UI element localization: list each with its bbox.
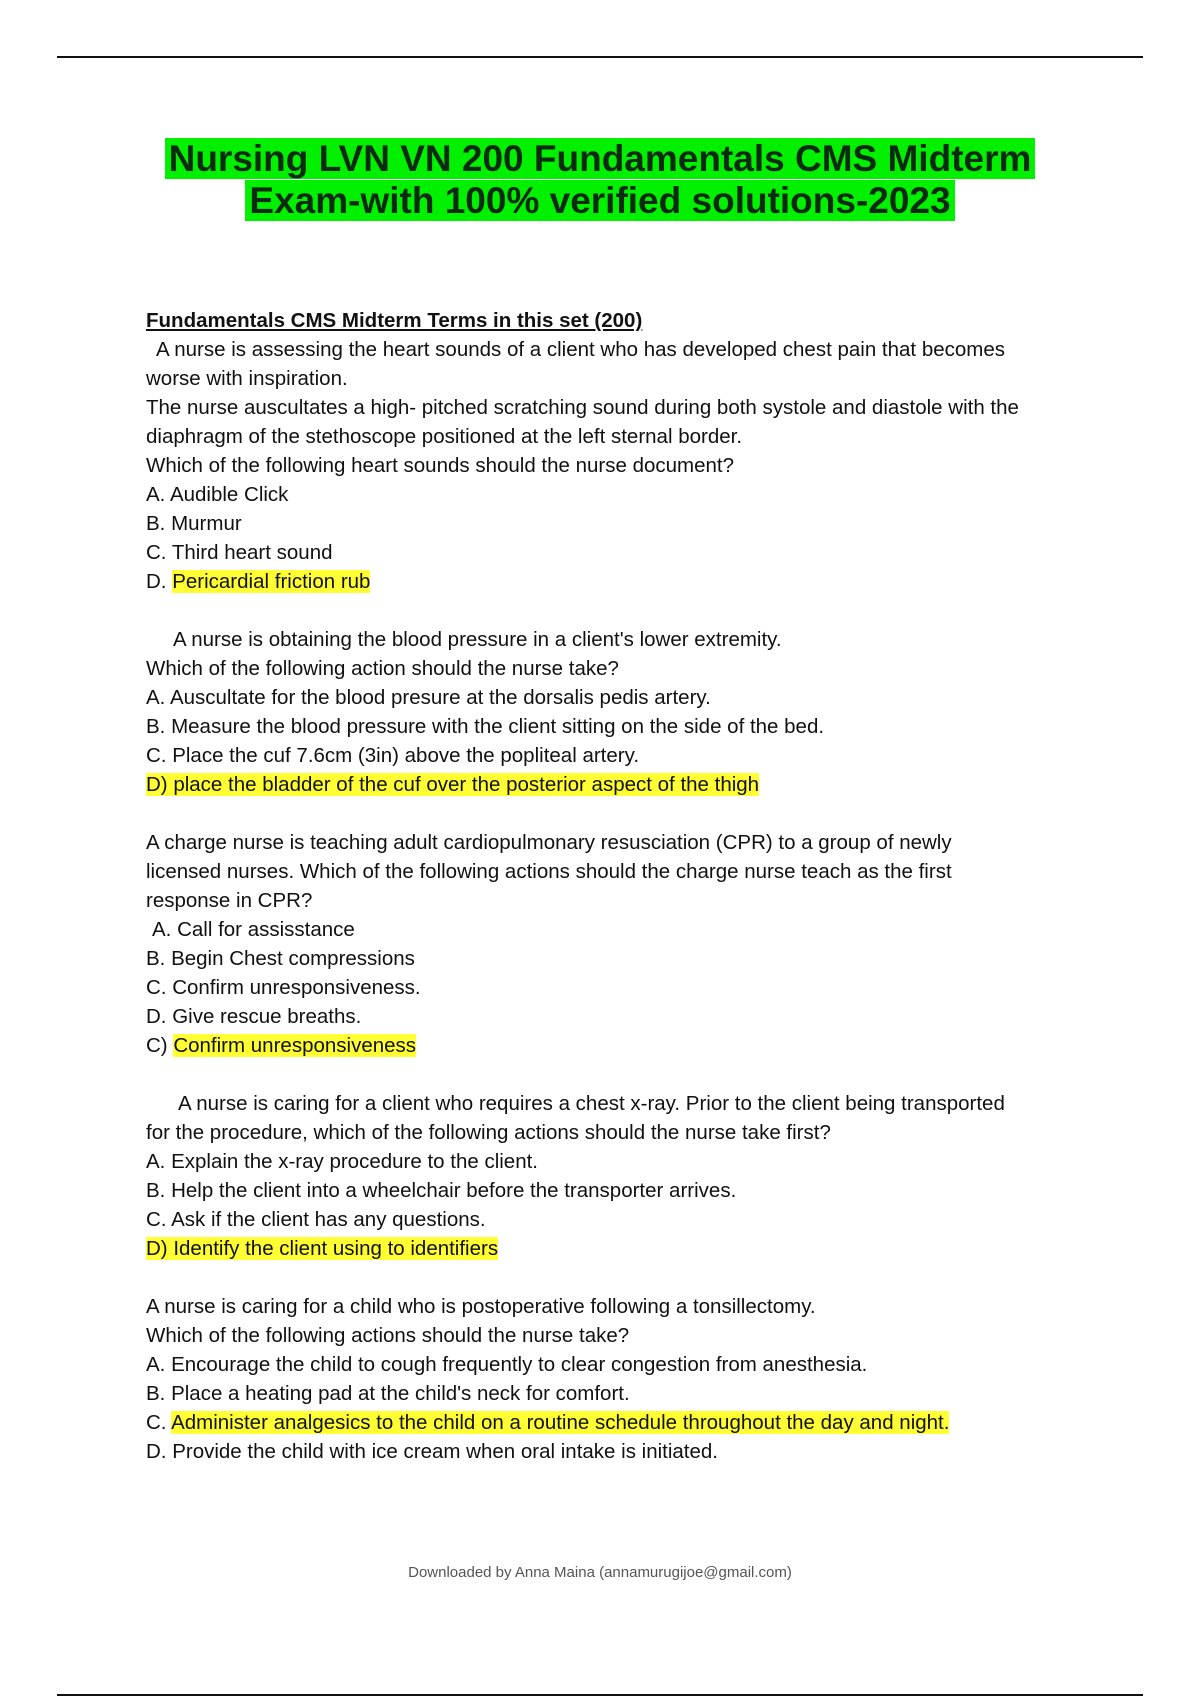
question-stem-line: worse with inspiration. <box>146 367 348 390</box>
answer-option: B. Murmur <box>146 512 242 535</box>
header-rule <box>57 56 1143 58</box>
question-stem-line: A nurse is caring for a child who is postoperative following a tonsillectomy. <box>146 1295 816 1318</box>
answer-option-correct <box>146 1234 1096 1263</box>
question-stem-line: A nurse is obtaining the blood pressure in a client's lower extremity. <box>173 628 782 651</box>
set-heading: Fundamentals CMS Midterm Terms in this set (200) <box>146 309 643 332</box>
answer-option: A. Auscultate for the blood presure at the dorsalis pedis artery. <box>146 686 711 709</box>
document-body <box>146 306 1096 1466</box>
question-3 <box>146 828 1096 1060</box>
question-1 <box>146 335 1096 596</box>
answer-option: A. Encourage the child to cough frequently to clear congestion from anesthesia. <box>146 1353 868 1376</box>
question-stem-line: A charge nurse is teaching adult cardiopulmonary resusciation (CPR) to a group of newly <box>146 831 952 854</box>
answer-option: D. Give rescue breaths. <box>146 1005 362 1028</box>
highlighted-answer: Pericardial friction rub <box>172 570 371 593</box>
answer-option: C. Place the cuf 7.6cm (3in) above the popliteal artery. <box>146 744 640 767</box>
answer-option: C. Confirm unresponsiveness. <box>146 976 421 999</box>
answer-option: A. Explain the x-ray procedure to the client. <box>146 1150 538 1173</box>
question-stem-line: diaphragm of the stethoscope positioned at the left sternal border. <box>146 425 743 448</box>
answer-option: C. Ask if the client has any questions. <box>146 1208 486 1231</box>
question-stem-line: for the procedure, which of the following actions should the nurse take first? <box>146 1121 831 1144</box>
answer-option-correct: C. Administer analgesics to the child on a routine schedule throughout the day and night. <box>146 1411 950 1434</box>
question-stem-line: licensed nurses. Which of the following actions should the charge nurse teach as the first <box>146 860 952 883</box>
highlighted-answer: D) Identify the client using to identifiers <box>146 1237 499 1260</box>
question-5 <box>146 1292 1096 1466</box>
answer-option: D. Provide the child with ice cream when oral intake is initiated. <box>146 1440 718 1463</box>
highlighted-answer: Administer analgesics to the child on a routine schedule throughout the day and night. <box>171 1411 950 1434</box>
answer-option-correct: C) Confirm unresponsiveness <box>146 1034 417 1057</box>
highlighted-answer: D) place the bladder of the cuf over the posterior aspect of the thigh <box>146 773 760 796</box>
title-line-1: Nursing LVN VN 200 Fundamentals CMS Midterm <box>165 138 1036 179</box>
answer-option: C. Third heart sound <box>146 541 333 564</box>
question-2 <box>146 625 1096 799</box>
download-footer: Downloaded by Anna Maina (annamurugijoe@gmail.com) <box>408 1564 792 1581</box>
highlighted-answer: Confirm unresponsiveness <box>173 1034 417 1057</box>
answer-option: B. Measure the blood pressure with the client sitting on the side of the bed. <box>146 715 825 738</box>
answer-option-correct: D. Pericardial friction rub <box>146 570 371 593</box>
answer-option: B. Place a heating pad at the child's neck for comfort. <box>146 1382 630 1405</box>
answer-option-correct <box>146 770 1096 799</box>
answer-option: A. Audible Click <box>146 483 289 506</box>
question-stem-line: Which of the following actions should the nurse take? <box>146 1324 630 1347</box>
title-line-2: Exam-with 100% verified solutions-2023 <box>245 180 954 221</box>
footer-rule <box>57 1694 1143 1696</box>
question-stem-line: A nurse is assessing the heart sounds of a client who has developed chest pain that becomes <box>156 338 1005 361</box>
question-4 <box>146 1089 1096 1263</box>
question-stem-line: Which of the following heart sounds should the nurse document? <box>146 454 735 477</box>
question-stem-line: A nurse is caring for a client who requires a chest x-ray. Prior to the client being transported <box>178 1092 1005 1115</box>
answer-option: B. Begin Chest compressions <box>146 947 415 970</box>
question-stem-line: response in CPR? <box>146 889 313 912</box>
question-stem-line: The nurse auscultates a high- pitched scratching sound during both systole and diastole with the <box>146 396 1019 419</box>
document-title <box>0 138 1200 222</box>
answer-option: A. Call for assisstance <box>152 918 355 941</box>
question-stem-line: Which of the following action should the nurse take? <box>146 657 619 680</box>
answer-option: B. Help the client into a wheelchair before the transporter arrives. <box>146 1179 737 1202</box>
